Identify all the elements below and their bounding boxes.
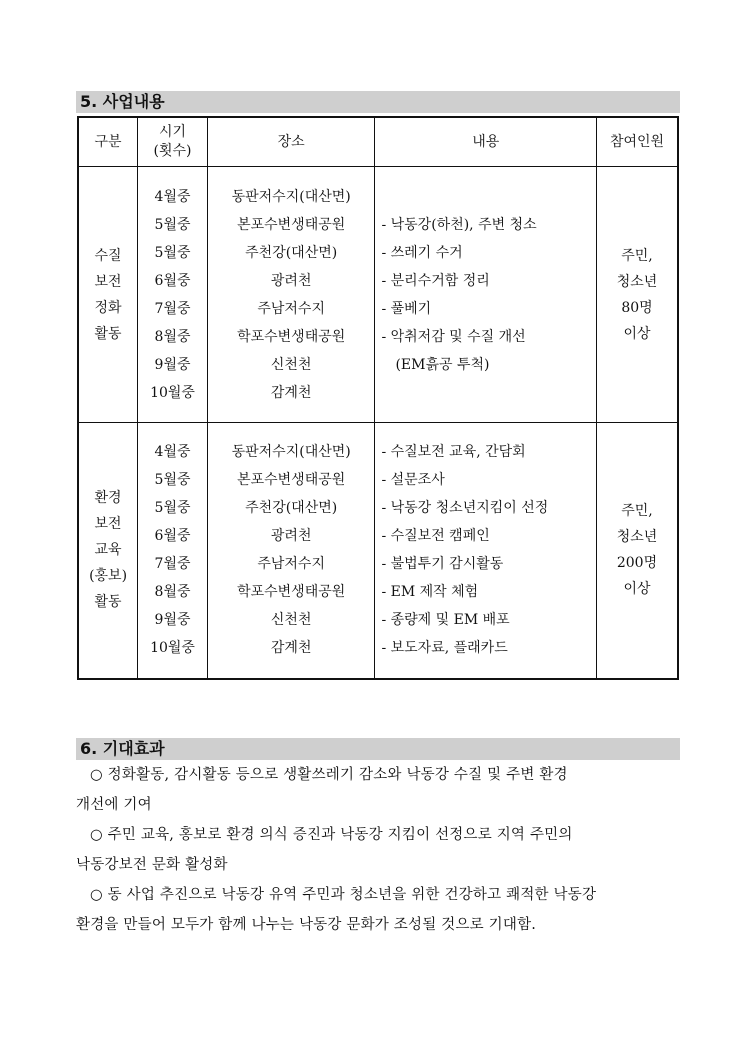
participant-line: 80명 — [621, 299, 653, 316]
content-item: - 보도자료, 플래카드 — [381, 640, 508, 657]
period-item: 6월중 — [154, 272, 191, 289]
content-item: - 쓰레기 수거 — [381, 244, 463, 261]
place-item: 주천강(대산면) — [245, 244, 338, 261]
row-participants — [596, 167, 678, 423]
place-item: 주천강(대산면) — [245, 500, 338, 517]
content-item: - 낙동강 청소년지킴이 선정 — [381, 500, 549, 517]
category-line: 활동 — [94, 325, 122, 342]
place-item: 광려천 — [270, 272, 312, 289]
content-item: (EM흙공 투척) — [395, 356, 490, 373]
content-item: - 수질보전 캠페인 — [381, 528, 490, 545]
participant-line: 주민, — [621, 503, 653, 520]
category-line: (홍보) — [89, 568, 128, 585]
period-item: 9월중 — [154, 356, 191, 373]
place-item: 감계천 — [270, 640, 312, 657]
participant-line: 청소년 — [616, 529, 658, 546]
row-places — [207, 167, 375, 423]
paragraph-line: 환경을 만들어 모두가 함께 나누는 낙동강 문화가 조성될 것으로 기대함. — [76, 917, 537, 933]
content-item: - EM 제작 체험 — [381, 584, 479, 601]
content-item: - 종량제 및 EM 배포 — [381, 612, 510, 629]
category-line: 환경 — [94, 490, 122, 507]
period-item: 5월중 — [154, 472, 191, 489]
period-item: 4월중 — [154, 188, 191, 205]
place-item: 본포수변생태공원 — [237, 472, 346, 489]
header-content: 내용 — [375, 117, 597, 167]
period-item: 5월중 — [154, 216, 191, 233]
section-5-heading: 5. 사업내용 — [76, 91, 680, 113]
place-item: 동판저수지(대산면) — [231, 188, 351, 205]
row-category — [78, 423, 138, 679]
period-item: 4월중 — [154, 444, 191, 461]
paragraph-line: ○ 주민 교육, 홍보로 환경 의식 증진과 낙동강 지킴이 선정으로 지역 주민의 — [90, 827, 573, 843]
content-item: - 수질보전 교육, 간담회 — [381, 444, 526, 461]
place-item: 신천천 — [270, 356, 312, 373]
header-place: 장소 — [207, 117, 375, 167]
paragraph-line: 낙동강보전 문화 활성화 — [76, 857, 228, 873]
place-item: 신천천 — [270, 612, 312, 629]
row-contents — [375, 167, 597, 423]
place-item: 동판저수지(대산면) — [231, 444, 351, 461]
participant-line: 주민, — [621, 247, 653, 264]
row-periods — [138, 423, 208, 679]
participant-line: 200명 — [616, 555, 658, 572]
period-item: 7월중 — [154, 556, 191, 573]
table-row — [78, 167, 678, 423]
participant-line: 청소년 — [616, 273, 658, 290]
category-line: 정화 — [94, 299, 122, 316]
row-contents — [375, 423, 597, 679]
place-item: 주남저수지 — [257, 556, 325, 573]
header-period-line1: 시기 — [158, 124, 187, 140]
table-header-row — [78, 117, 678, 167]
expected-effect-paragraph — [76, 880, 684, 940]
place-item: 주남저수지 — [257, 300, 325, 317]
place-item: 본포수변생태공원 — [237, 216, 346, 233]
row-participants — [596, 423, 678, 679]
content-item: - 불법투기 감시활동 — [381, 556, 504, 573]
participant-line: 이상 — [623, 581, 651, 598]
place-item: 학포수변생태공원 — [237, 328, 346, 345]
paragraph-line: ○ 동 사업 추진으로 낙동강 유역 주민과 청소년을 위한 건강하고 쾌적한 낙동강 — [90, 887, 597, 903]
category-line: 보전 — [94, 516, 122, 533]
row-periods — [138, 167, 208, 423]
place-item: 학포수변생태공원 — [237, 584, 346, 601]
header-period-line2: (횟수) — [153, 143, 192, 159]
expected-effect-paragraph — [76, 820, 684, 880]
content-item: - 풀베기 — [381, 300, 432, 317]
place-item: 광려천 — [270, 528, 312, 545]
paragraph-line: 개선에 기여 — [76, 797, 152, 813]
row-places — [207, 423, 375, 679]
period-item: 8월중 — [154, 584, 191, 601]
category-line: 활동 — [94, 594, 122, 611]
category-line: 수질 — [94, 247, 122, 264]
category-line: 보전 — [94, 273, 122, 290]
period-item: 5월중 — [154, 244, 191, 261]
period-item: 7월중 — [154, 300, 191, 317]
content-item: - 설문조사 — [381, 472, 445, 489]
business-plan-table — [77, 116, 679, 680]
period-item: 9월중 — [154, 612, 191, 629]
header-period — [138, 117, 208, 167]
period-item: 5월중 — [154, 500, 191, 517]
period-item: 10월중 — [150, 640, 195, 657]
place-item: 감계천 — [270, 384, 312, 401]
content-item: - 악취저감 및 수질 개선 — [381, 328, 526, 345]
period-item: 8월중 — [154, 328, 191, 345]
period-item: 6월중 — [154, 528, 191, 545]
period-item: 10월중 — [150, 384, 195, 401]
content-item: - 분리수거함 정리 — [381, 272, 490, 289]
header-participants: 참여인원 — [596, 117, 678, 167]
paragraph-line: ○ 정화활동, 감시활동 등으로 생활쓰레기 감소와 낙동강 수질 및 주변 환경 — [90, 767, 568, 783]
content-item: - 낙동강(하천), 주변 청소 — [381, 216, 537, 233]
expected-effect-paragraph — [76, 760, 684, 820]
table-row — [78, 423, 678, 679]
section-6-heading: 6. 기대효과 — [76, 738, 680, 760]
category-line: 교육 — [94, 542, 122, 559]
participant-line: 이상 — [623, 325, 651, 342]
header-category: 구분 — [78, 117, 138, 167]
row-category — [78, 167, 138, 423]
